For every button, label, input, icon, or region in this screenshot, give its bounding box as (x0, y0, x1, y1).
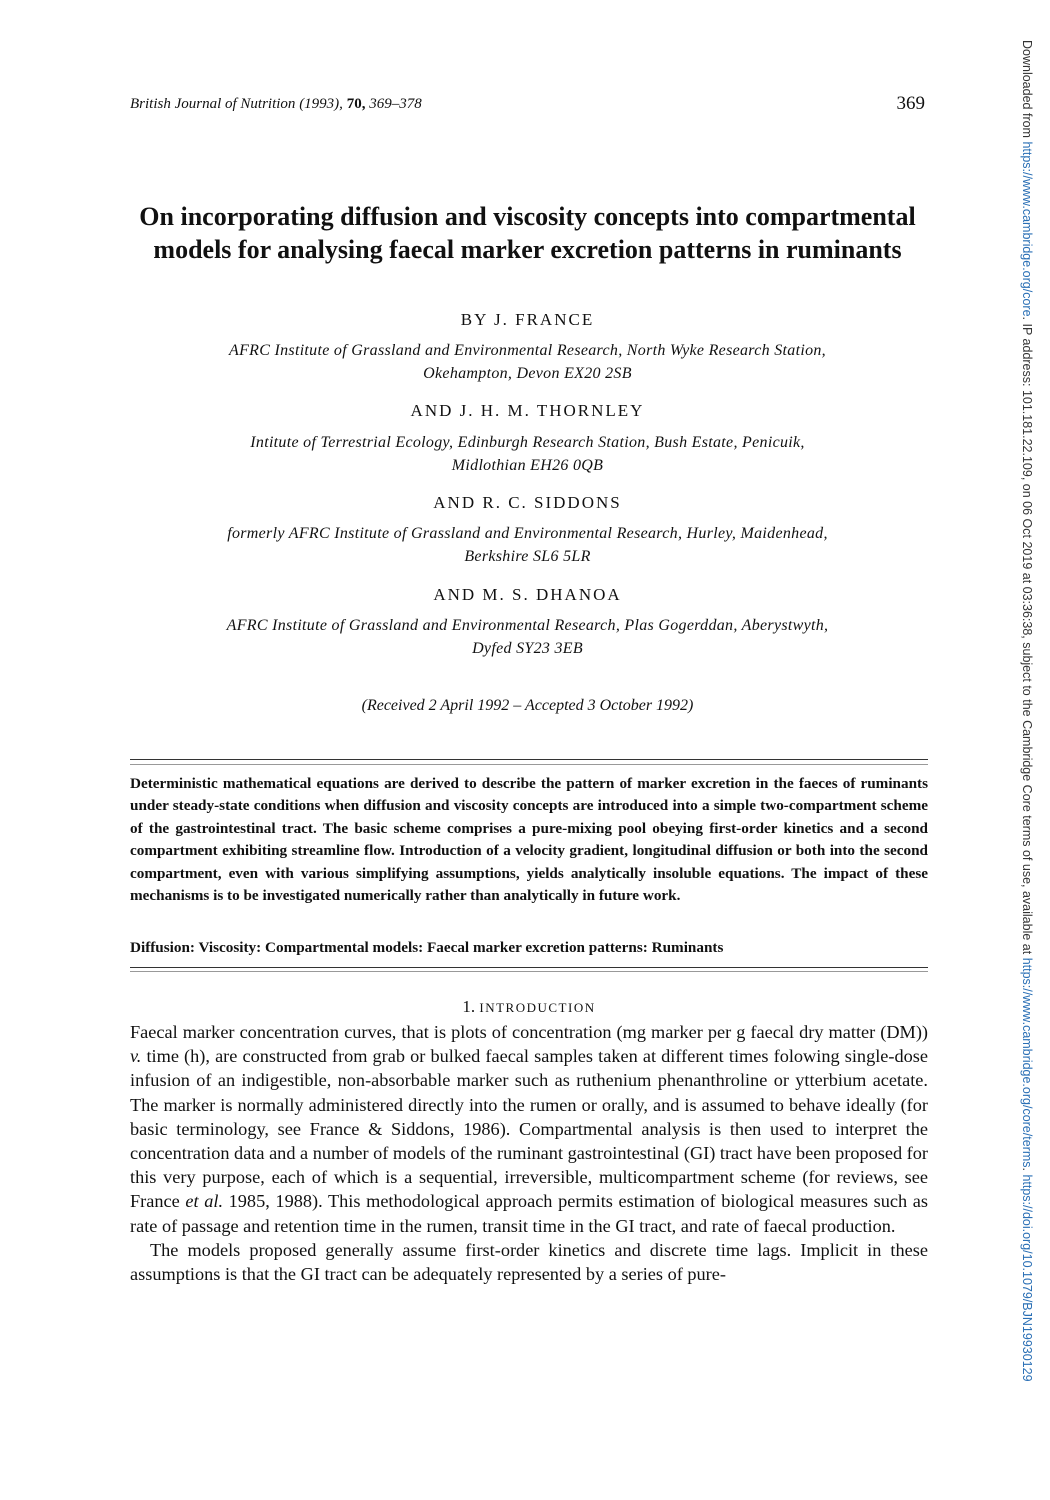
author-thornley: AND J. H. M. THORNLEY (410, 401, 645, 420)
affiliation-dhanoa (100, 614, 955, 660)
affiliation-line: formerly AFRC Institute of Grassland and Environmental Research, Hurley, Maidenhead, (227, 525, 828, 542)
author-siddons: AND R. C. SIDDONS (433, 493, 622, 512)
journal-name: British Journal of Nutrition (130, 96, 296, 112)
paragraph-2: The models proposed generally assume first-order kinetics and discrete time lags. Implicit in these assumptions is that the GI tract can be adequately represented by a series of pure- (130, 1239, 928, 1285)
journal-volume: 70, (346, 96, 366, 112)
italic-et-al: et al. (185, 1191, 224, 1212)
affiliation-line: Midlothian EH26 0QB (451, 457, 604, 474)
abstract-top-rule-thin (130, 764, 928, 765)
affiliation-siddons (100, 522, 955, 568)
affiliation-line: Okehampton, Devon EX20 2SB (423, 365, 632, 382)
affiliation-line: Intitute of Terrestrial Ecology, Edinburgh Research Station, Bush Estate, Penicuik, (250, 434, 805, 451)
journal-pages: 369–378 (369, 96, 422, 112)
article-title: On incorporating diffusion and viscosity concepts into compartmental models for analysing faecal marker excretion patterns in ruminants (139, 202, 916, 264)
abstract-bottom-rule (130, 967, 928, 968)
received-dates: (Received 2 April 1992 – Accepted 3 October 1992) (361, 697, 694, 714)
section-title: INTRODUCTION (479, 1000, 596, 1015)
abstract: Deterministic mathematical equations are derived to describe the pattern of marker excretion in the faeces of ruminants under steady-state conditions when diffusion and viscosity concepts are introduced into a simple two-compartment scheme of the gastrointestinal tract. The basic scheme comprises a pure-mixing pool obeying first-order kinetics and a second compartment exhibiting streamline flow. Introduction of a velocity gradient, longitudinal diffusion or both into the second compartment, even with various simplifying assumptions, yields analytically insoluble equations. The impact of these mechanisms is to be investigated numerically rather than analytically in future work. (130, 775, 928, 905)
keywords: Diffusion: Viscosity: Compartmental models: Faecal marker excretion patterns: Ruminants (130, 939, 724, 956)
paragraph-1-part3: 1985, 1988). This methodological approach permits estimation of biological measures such as rate of passage and retention time in the rumen, transit time in the GI tract, and rate of faecal production. (130, 1191, 929, 1236)
page-number: 369 (896, 93, 925, 114)
author-dhanoa: AND M. S. DHANOA (433, 585, 622, 604)
affiliation-line: AFRC Institute of Grassland and Environmental Research, North Wyke Research Station, (229, 342, 826, 359)
sidebar-text: . (1020, 1167, 1034, 1175)
author-france: BY J. FRANCE (460, 310, 595, 329)
terms-link[interactable]: https://www.cambridge.org/core/terms (1020, 957, 1034, 1168)
journal-year: (1993), (299, 96, 343, 112)
section-heading (130, 997, 928, 1017)
affiliation-line: Berkshire SL6 5LR (464, 548, 591, 565)
paragraph-1-part1: Faecal marker concentration curves, that is plots of concentration (mg marker per g faecal dry matter (DM)) (130, 1022, 928, 1042)
section-number: 1. (462, 997, 476, 1016)
affiliation-thornley (100, 431, 955, 477)
body-text (130, 1020, 928, 1286)
sidebar-text: . IP address: 101.181.22.109, on 06 Oct 2019 at 03:36:38, subject to the Cambridge Core terms of use, available at (1020, 316, 1034, 958)
paragraph-1-part2: time (h), are constructed from grab or bulked faecal samples taken at different times folowing single-dose infusion of an indigestible, non-absorbable marker such as ruthenium phenanthroline or ytterbium acetate. The marker is normally administered directly into the rumen or orally, and is assumed to behave ideally (for basic terminology, see France & Siddons, 1986). Compartmental analysis is then used to interpret the concentration data and a number of models of the ruminant gastrointestinal (GI) tract have been proposed for this very purpose, each of which is a sequential, irreversible, multicompartment scheme (for reviews, see France (130, 1046, 929, 1212)
italic-versus: v. (130, 1046, 142, 1067)
journal-citation (130, 96, 422, 113)
affiliation-france (100, 339, 955, 385)
paragraph-1 (130, 1020, 928, 1238)
download-notice-sidebar (1004, 40, 1034, 1382)
doi-link[interactable]: https://doi.org/10.1079/BJN19930129 (1020, 1174, 1034, 1382)
abstract-top-rule (130, 759, 928, 760)
affiliation-line: AFRC Institute of Grassland and Environmental Research, Plas Gogerddan, Aberystwyth, (226, 617, 829, 634)
sidebar-text: Downloaded from (1020, 40, 1034, 142)
cambridge-core-link[interactable]: https://www.cambridge.org/core (1020, 141, 1034, 317)
abstract-bottom-rule-thin (130, 971, 928, 972)
affiliation-line: Dyfed SY23 3EB (472, 640, 583, 657)
